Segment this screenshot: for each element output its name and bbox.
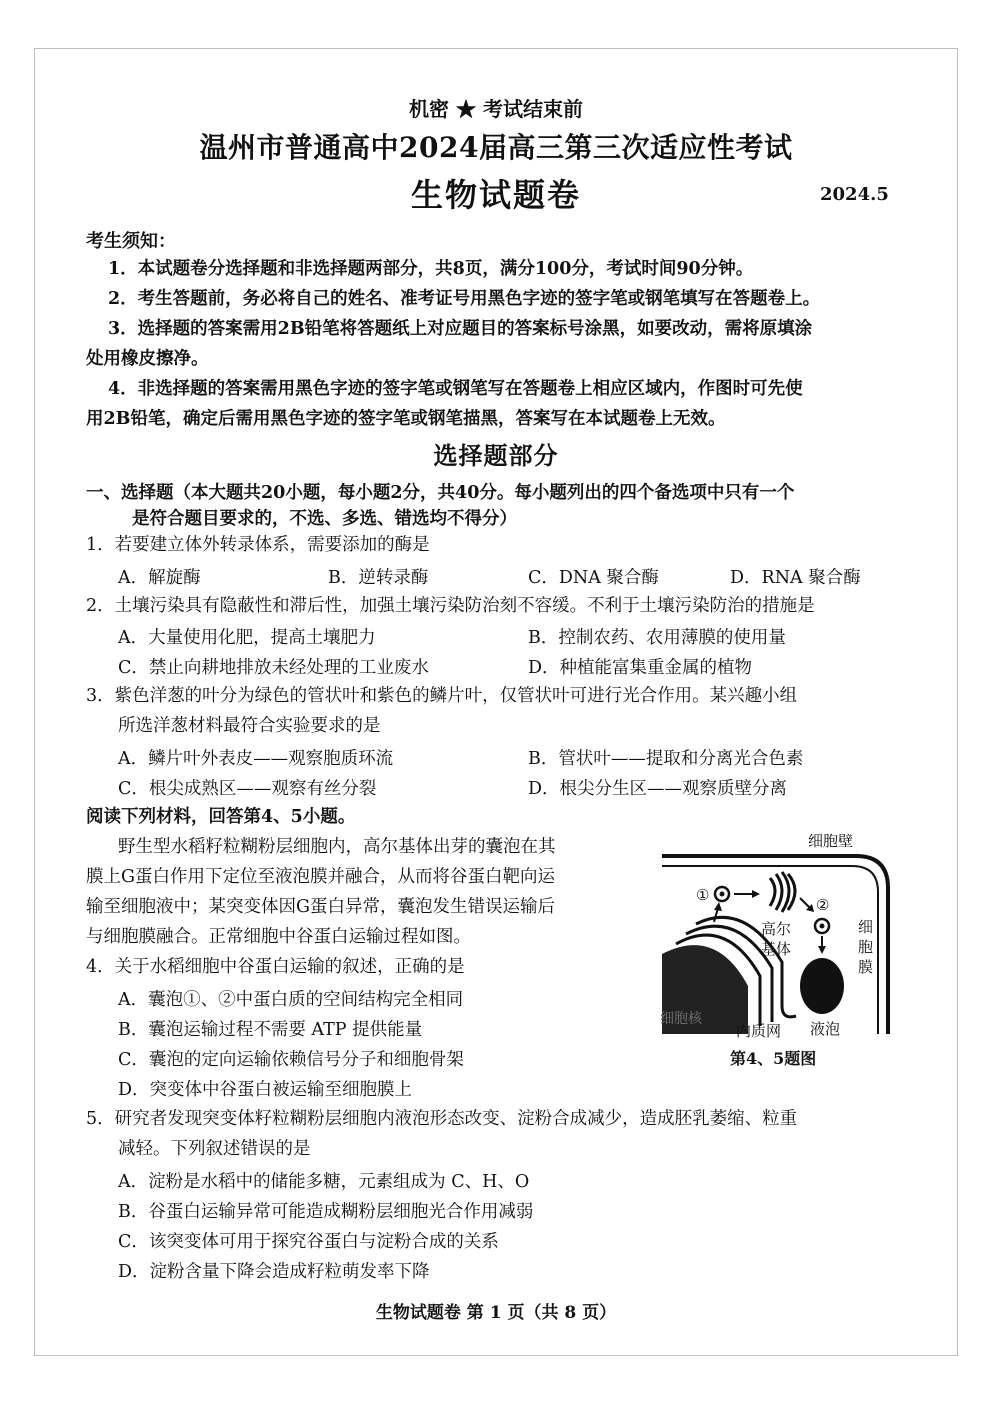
q2-option-c: C．禁止向耕地排放未经处理的工业废水: [118, 658, 429, 678]
arrow-golgi-to-vesicle: [800, 898, 810, 908]
notice-item-2: 2．考生答题前，务必将自己的姓名、准考证号用黑色字迹的签字笔或钢笔填写在答题卷上。: [108, 289, 821, 309]
q2-stem: 2．土壤污染具有隐蔽性和滞后性，加强土壤污染防治刻不容缓。不利于土壤污染防治的措施是: [86, 596, 815, 616]
reading-line-4: 与细胞膜融合。正常细胞中谷蛋白运输过程如图。: [86, 927, 471, 947]
reading-line-1: 野生型水稻籽粒糊粉层细胞内，高尔基体出芽的囊泡在其: [118, 837, 556, 857]
vesicle-1-core: [720, 892, 725, 897]
q3-option-b: B．管状叶——提取和分离光合色素: [528, 749, 804, 769]
q1-option-d: D．RNA 聚合酶: [730, 568, 861, 588]
q5-option-d: D．淀粉含量下降会造成籽粒萌发率下降: [118, 1262, 430, 1282]
q3-option-d: D．根尖分生区——观察质壁分离: [528, 779, 788, 799]
page-footer: 生物试题卷 第 1 页（共 8 页）: [375, 1303, 617, 1323]
q4-option-d: D．突变体中谷蛋白被运输至细胞膜上: [118, 1080, 413, 1100]
q1-option-a: A．解旋酶: [118, 568, 201, 588]
reading-line-3: 输至细胞液中；某突变体因G蛋白异常，囊泡发生错误运输后: [86, 897, 555, 917]
q1-option-b: B．逆转录酶: [328, 568, 429, 588]
reading-line-2: 膜上G蛋白作用下定位至液泡膜并融合，从而将谷蛋白靶向运: [86, 867, 555, 887]
label-vesicle-1: ①: [696, 886, 710, 904]
notice-item-3-cont: 处用橡皮擦净。: [86, 349, 209, 369]
golgi-stack-2: [776, 874, 782, 910]
q5-option-b: B．谷蛋白运输异常可能造成糊粉层细胞光合作用减弱: [118, 1202, 534, 1222]
q5-option-c: C．该突变体可用于探究谷蛋白与淀粉合成的关系: [118, 1232, 499, 1252]
arrow-head-2: [752, 890, 760, 898]
cell-diagram: [656, 826, 910, 1040]
label-golgi-1: 高尔: [761, 920, 792, 938]
q4-stem: 4．关于水稻细胞中谷蛋白运输的叙述，正确的是: [86, 957, 465, 977]
exam-title: 温州市普通高中2024届高三第三次适应性考试: [199, 131, 793, 164]
q3-stem-cont: 所选洋葱材料最符合实验要求的是: [118, 716, 381, 736]
arrow-head-4: [818, 946, 826, 954]
q3-stem: 3．紫色洋葱的叶分为绿色的管状叶和紫色的鳞片叶，仅管状叶可进行光合作用。某兴趣小组: [86, 686, 798, 706]
notice-heading: 考生须知：: [86, 231, 176, 252]
label-cell-wall: 细胞壁: [808, 832, 854, 850]
label-vacuole: 液泡: [810, 1020, 841, 1038]
q5-option-a: A．淀粉是水稻中的储能多糖，元素组成为 C、H、O: [118, 1172, 530, 1192]
vacuole-shape: [800, 958, 844, 1014]
golgi-stack-1: [770, 878, 775, 906]
notice-item-3: 3．选择题的答案需用2B铅笔将答题纸上对应题目的答案标号涂黑，如要改动，需将原填涂: [108, 319, 813, 339]
q3-option-c: C．根尖成熟区——观察有丝分裂: [118, 779, 377, 799]
section-instruction: 一、选择题（本大题共20小题，每小题2分，共40分。每小题列出的四个备选项中只有一个: [86, 483, 795, 503]
vesicle-2-core: [820, 924, 825, 929]
q4-option-c: C．囊泡的定向运输依赖信号分子和细胞骨架: [118, 1050, 464, 1070]
label-golgi-2: 基体: [761, 940, 792, 958]
q1-option-c: C．DNA 聚合酶: [528, 568, 659, 588]
label-cell-membrane-3: 膜: [858, 958, 874, 976]
q1-stem: 1．若要建立体外转录体系，需要添加的酶是: [86, 535, 430, 555]
section-instruction-cont: 是符合题目要求的，不选、多选、错选均不得分）: [132, 509, 517, 529]
exam-date: 2024.5: [820, 184, 889, 205]
q2-option-d: D．种植能富集重金属的植物: [528, 658, 753, 678]
section-title: 选择题部分: [433, 441, 559, 470]
notice-item-1: 1．本试题卷分选择题和非选择题两部分，共8页，满分100分，考试时间90分钟。: [108, 259, 754, 279]
label-vesicle-2: ②: [816, 896, 830, 914]
label-nucleus: 细胞核: [660, 1011, 702, 1027]
q5-stem-cont: 减轻。下列叙述错误的是: [118, 1139, 311, 1159]
figure-caption: 第4、5题图: [730, 1049, 817, 1068]
q3-option-a: A．鳞片叶外表皮——观察胞质环流: [118, 749, 394, 769]
label-cell-membrane-2: 胞: [858, 938, 874, 956]
exam-subtitle: 生物试题卷: [410, 176, 581, 214]
notice-item-4: 4．非选择题的答案需用黑色字迹的签字笔或钢笔写在答题卷上相应区域内，作图时可先使: [108, 379, 803, 399]
notice-item-4-cont: 用2B铅笔，确定后需用黑色字迹的签字笔或钢笔描黑，答案写在本试题卷上无效。: [86, 409, 726, 429]
label-cell-membrane-1: 细: [858, 918, 874, 936]
q2-option-a: A．大量使用化肥，提高土壤肥力: [118, 628, 376, 648]
reading-intro: 阅读下列材料，回答第4、5小题。: [86, 807, 356, 827]
q5-stem: 5．研究者发现突变体籽粒糊粉层细胞内液泡形态改变、淀粉合成减少，造成胚乳萎缩、粒重: [86, 1109, 798, 1129]
q4-option-b: B．囊泡运输过程不需要 ATP 提供能量: [118, 1020, 423, 1040]
confidential-mark: 机密 ★ 考试结束前: [409, 97, 583, 121]
q4-option-a: A．囊泡①、②中蛋白质的空间结构完全相同: [118, 990, 464, 1010]
q2-option-b: B．控制农药、农用薄膜的使用量: [528, 628, 786, 648]
arrow-head-1: [714, 902, 722, 911]
label-er: 内质网: [736, 1022, 782, 1040]
